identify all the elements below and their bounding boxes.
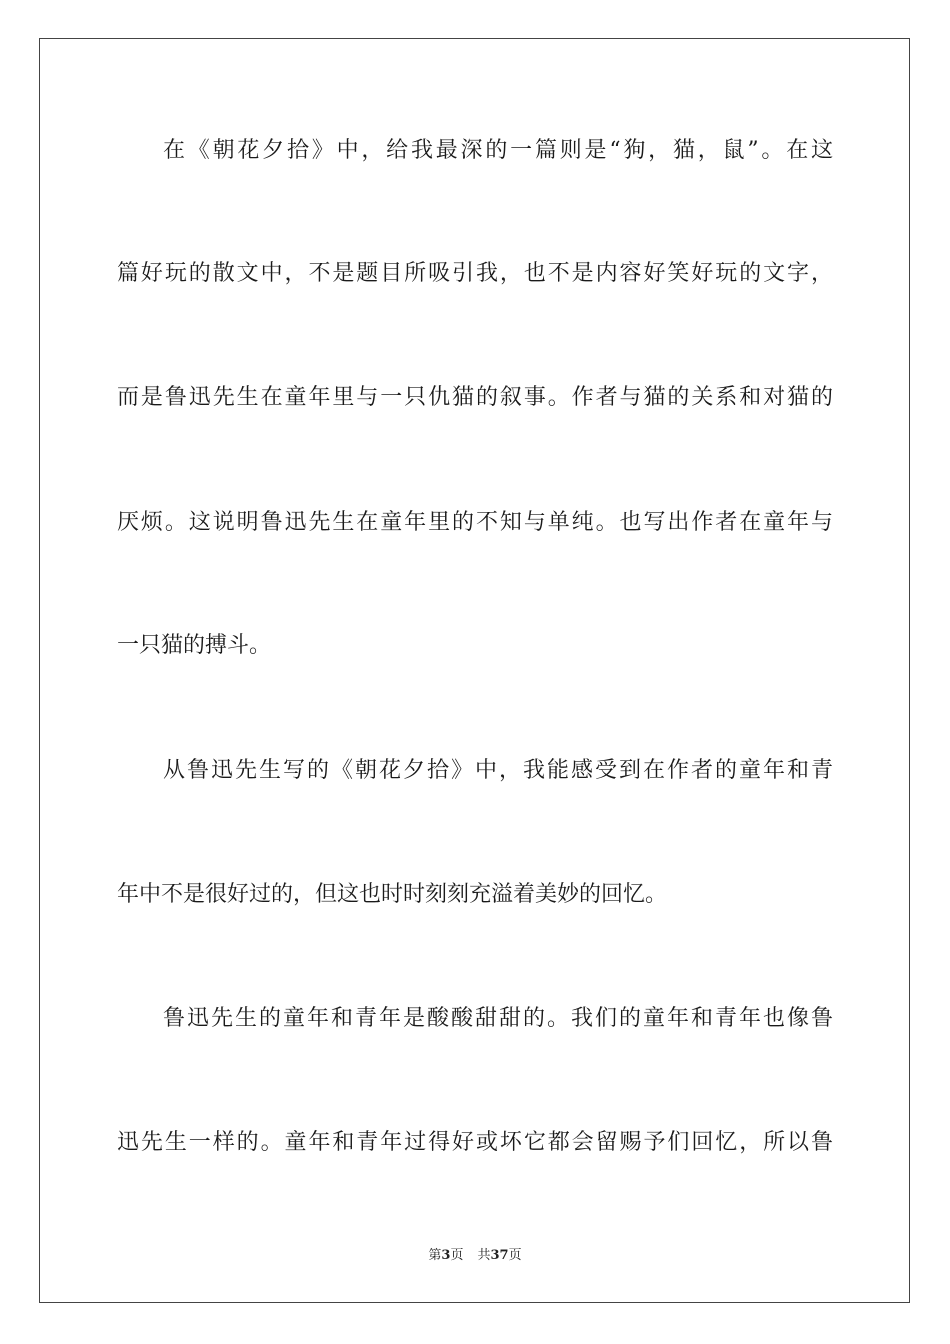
text-line-6: 从鲁迅先生写的《朝花夕拾》中，我能感受到在作者的童年和青 — [163, 758, 833, 783]
text-line-8: 鲁迅先生的童年和青年是酸酸甜甜的。我们的童年和青年也像鲁 — [163, 1006, 833, 1031]
text-line-9: 迅先生一样的。童年和青年过得好或坏它都会留赐予们回忆，所以鲁 — [117, 1130, 833, 1155]
page-footer — [0, 1247, 950, 1265]
page-suffix: 页 — [450, 1248, 464, 1263]
page-number: 3 — [441, 1248, 451, 1263]
text-line-5: 一只猫的搏斗。 — [117, 633, 272, 658]
text-line-2: 篇好玩的散文中，不是题目所吸引我，也不是内容好笑好玩的文字， — [117, 261, 833, 286]
text-line-7: 年中不是很好过的，但这也时时刻刻充溢着美妙的回忆。 — [117, 882, 668, 907]
text-line-3: 而是鲁迅先生在童年里与一只仇猫的叙事。作者与猫的关系和对猫的 — [117, 385, 833, 410]
page-border — [39, 38, 910, 1303]
page-prefix: 第 — [428, 1248, 442, 1263]
text-line-1: 在《朝花夕拾》中，给我最深的一篇则是“狗，猫，鼠”。在这 — [163, 138, 833, 163]
total-suffix: 页 — [508, 1248, 522, 1263]
total-prefix: 共 — [477, 1248, 491, 1263]
total-pages: 37 — [490, 1248, 509, 1263]
text-line-4: 厌烦。这说明鲁迅先生在童年里的不知与单纯。也写出作者在童年与 — [117, 510, 833, 535]
